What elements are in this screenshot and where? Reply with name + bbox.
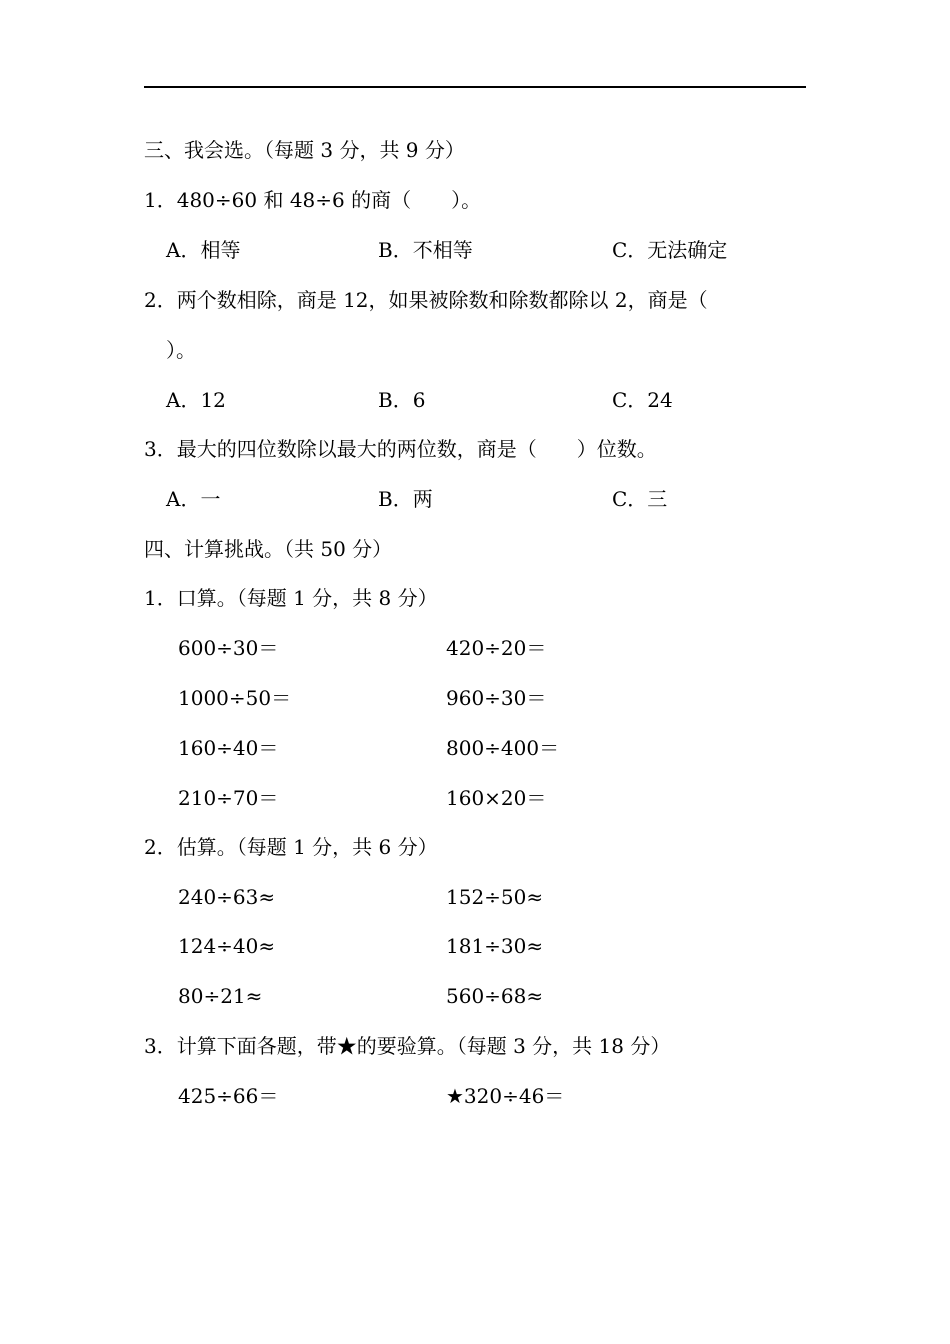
estimate-item: 152÷50≈ [446,885,544,909]
q3-option-b: B．两 [378,487,433,511]
estimate-item: 240÷63≈ [178,885,276,909]
oral-calc-item: 1000÷50＝ [178,686,292,710]
part3-title: 3．计算下面各题，带★的要验算。（每题 3 分，共 18 分） [144,1034,671,1058]
oral-calc-item: 160÷40＝ [178,736,279,760]
estimate-item: 124÷40≈ [178,934,276,958]
header-rule [144,86,806,88]
oral-calc-item: 210÷70＝ [178,786,279,810]
question-2-text: 2．两个数相除，商是 12，如果被除数和除数都除以 2，商是（ [144,288,708,312]
q3-option-a: A．一 [166,487,221,511]
q1-option-c: C．无法确定 [612,238,728,262]
estimate-item: 80÷21≈ [178,984,263,1008]
written-calc-item: 425÷66＝ [178,1084,279,1108]
section3-title: 三、我会选。（每题 3 分，共 9 分） [144,138,465,162]
question-2-text-cont: ）。 [166,338,196,362]
oral-calc-item: 800÷400＝ [446,736,560,760]
q2-option-a: A．12 [166,388,226,412]
oral-calc-item: 160×20＝ [446,786,547,810]
question-1-text: 1．480÷60 和 48÷6 的商（ ）。 [144,188,482,212]
part2-title: 2．估算。（每题 1 分，共 6 分） [144,835,438,859]
oral-calc-item: 600÷30＝ [178,636,279,660]
estimate-item: 560÷68≈ [446,984,544,1008]
estimate-item: 181÷30≈ [446,934,544,958]
question-3-text: 3．最大的四位数除以最大的两位数，商是（ ）位数。 [144,437,657,461]
q1-option-b: B．不相等 [378,238,473,262]
q2-option-b: B．6 [378,388,426,412]
written-calc-item-starred: ★320÷46＝ [446,1084,565,1108]
q1-option-a: A．相等 [166,238,241,262]
q3-option-c: C．三 [612,487,668,511]
oral-calc-item: 960÷30＝ [446,686,547,710]
section4-title: 四、计算挑战。（共 50 分） [144,537,393,561]
q2-option-c: C．24 [612,388,673,412]
part1-title: 1．口算。（每题 1 分，共 8 分） [144,586,438,610]
oral-calc-item: 420÷20＝ [446,636,547,660]
